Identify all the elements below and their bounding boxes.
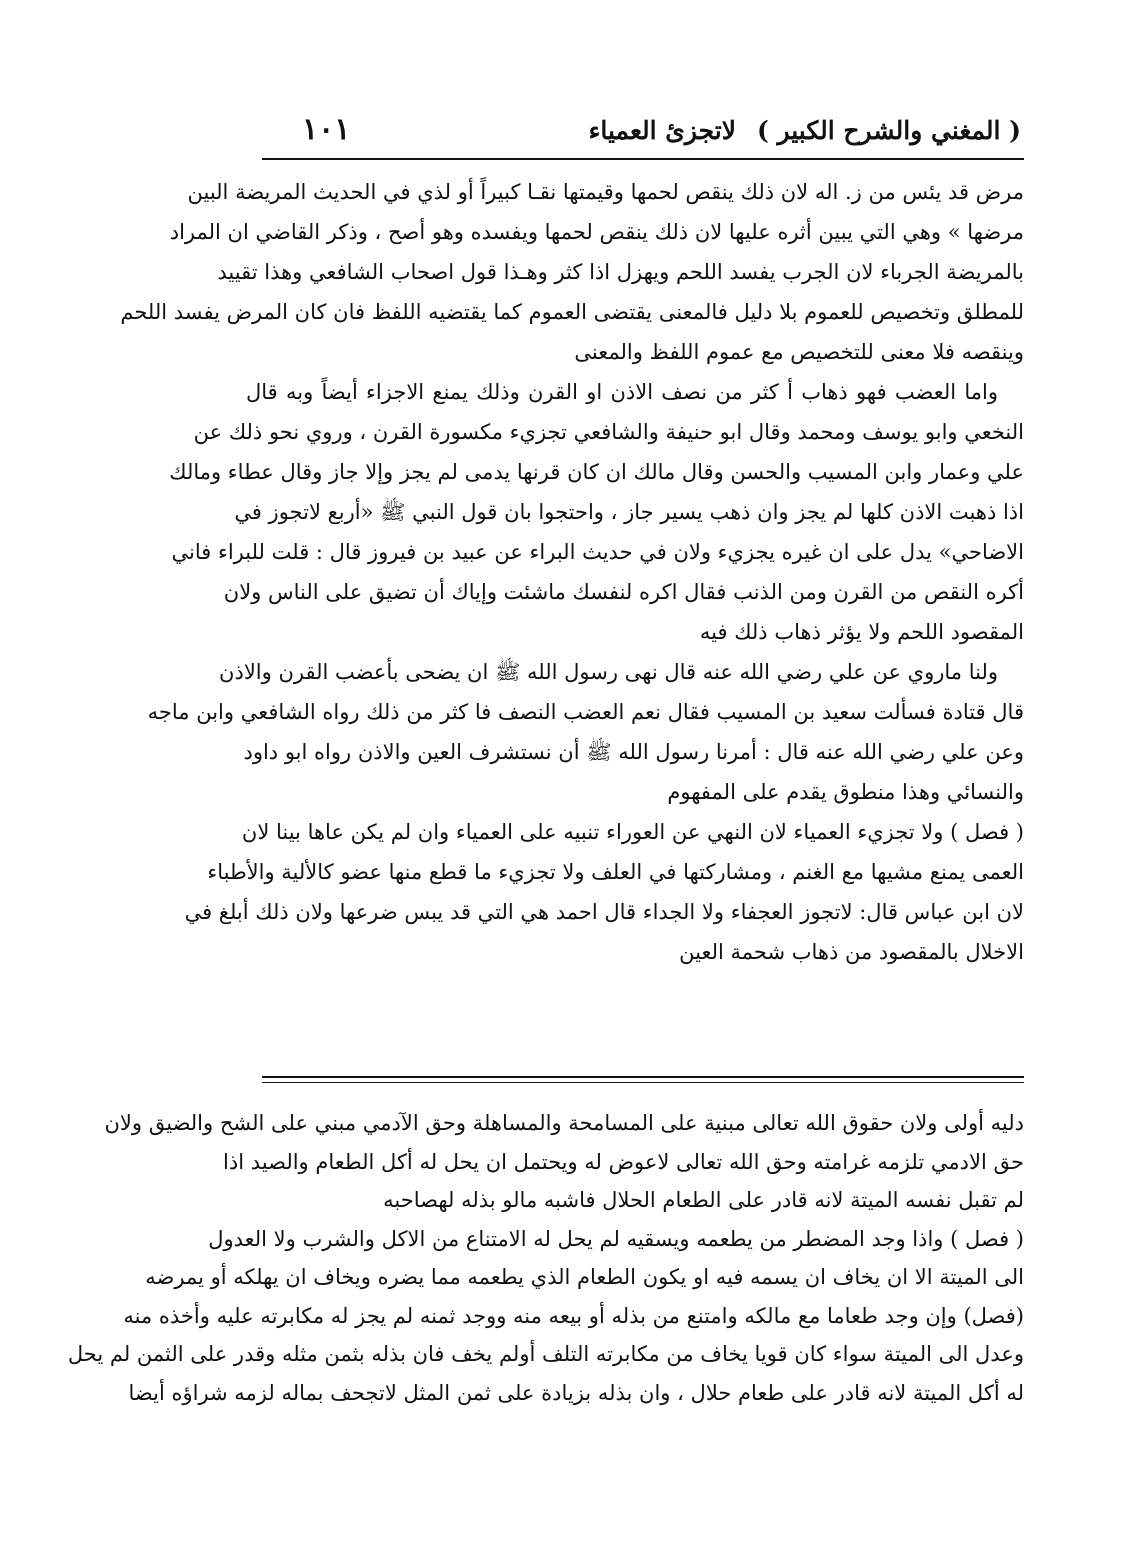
main-text [120, 172, 1024, 972]
section-title: لاتجزئ العمياء [588, 116, 736, 145]
footnote-line: لم تقبل نفسه الميتة لانه قادر على الطعام الحلال فاشبه مالو بذله لهصاحبه [383, 1188, 1024, 1212]
main-line: ( فصل ) ولا تجزيء العمياء لان النهي عن العوراء تنبيه على العمياء وان لم يكن عاها بينا لان [241, 820, 1024, 844]
main-line: مرضها » وهي التي يبين أثره عليها لان ذلك ينقص لحمها ويفسده وهو أصح ، وذكر القاضي ان المراد [169, 220, 1024, 244]
footnote-line: ( فصل ) واذا وجد المضطر من يطعمه ويسقيه لم يحل له الامتناع من الاكل والشرب ولا العدول [208, 1226, 1024, 1251]
main-line: الاخلال بالمقصود من ذهاب شحمة العين [679, 940, 1024, 964]
main-line: قال قتادة فسألت سعيد بن المسيب فقال نعم العضب النصف فا كثر من ذلك رواه الشافعي وابن ماجه [147, 700, 1024, 724]
page-number: ١٠١ [302, 112, 351, 147]
main-line: لان ابن عباس قال: لاتجوز العجفاء ولا الجداء قال احمد هي التي قد يبس ضرعها ولان ذلك أبلغ في [184, 900, 1024, 924]
main-line: وعن علي رضي الله عنه قال : أمرنا رسول الله ﷺ أن نستشرف العين والاذن رواه ابو داود [243, 740, 1024, 764]
running-title: ( المغني والشرح الكبير ) [756, 116, 1021, 145]
main-line: وينقصه فلا معنى للتخصيص مع عموم اللفظ والمعنى [574, 340, 1024, 364]
main-line: ولنا ماروي عن علي رضي الله عنه قال نهى رسول الله ﷺ ان يضحى بأعضب القرن والاذن [219, 660, 998, 684]
main-line: العمى يمنع مشيها مع الغنم ، ومشاركتها في العلف ولا تجزيء ما قطع منها عضو كالألية والأطباء [207, 860, 1024, 884]
footnote-line: (فصل) وإن وجد طعاما مع مالكه وامتنع من بذله أو بيعه منه ووجد ثمنه لم يجز له مكابرته عليه وأخذه منه [123, 1303, 1024, 1328]
main-line: النخعي وابو يوسف ومحمد وقال ابو حنيفة والشافعي تجزيء مكسورة القرن ، وروي نحو ذلك عن [193, 420, 1024, 444]
footnote-divider [262, 1076, 1024, 1083]
main-line: أكره النقص من القرن ومن الذنب فقال اكره لنفسك ماشئت وإياك أن تضيق على الناس ولان [223, 580, 1024, 604]
header-rule [262, 158, 1024, 160]
main-line: اذا ذهبت الاذن كلها لم يجز وان ذهب يسير جاز ، واحتجوا بان قول النبي ﷺ «أربع لاتجوز في [234, 500, 1024, 524]
main-line: الاضاحي» يدل على ان غيره يجزيء ولان في حديث البراء عن عبيد بن فيروز قال : قلت للبراء فاني [171, 540, 1024, 564]
main-line: والنسائي وهذا منطوق يقدم على المفهوم [667, 780, 1024, 804]
main-line: علي وعمار وابن المسيب والحسن وقال مالك ان كان قرنها يدمى لم يجز وإلا جاز وقال عطاء ومالك [169, 460, 1024, 484]
footnote-text [67, 1104, 1024, 1412]
footnote-line: حق الادمي تلزمه غرامته وحق الله تعالى لاعوض له ويحتمل ان يحل له أكل الطعام والصيد اذا [223, 1149, 1024, 1174]
main-line: المقصود اللحم ولا يؤثر ذهاب ذلك فيه [699, 620, 1024, 644]
footnote-line: الى الميتة الا ان يخاف ان يسمه فيه او يكون الطعام الذي يطعمه مما يضره ويخاف ان يهلكه أو يمرضه [145, 1265, 1024, 1289]
main-line: للمطلق وتخصيص للعموم بلا دليل فالمعنى يقتضى العموم كما يقتضيه اللفظ فان كان المرض يفسد اللحم [120, 300, 1024, 324]
main-line: بالمريضة الجرباء لان الجرب يفسد اللحم ويهزل اذا كثر وهـذا قول اصحاب الشافعي وهذا تقييد [217, 260, 1024, 284]
footnote-line: له أكل الميتة لانه قادر على طعام حلال ، وان بذله بزيادة على ثمن المثل لاتجحف بماله لزمه شراؤه أيضا [128, 1380, 1024, 1405]
main-line: مرض قد يئس من ز. اله لان ذلك ينقص لحمها وقيمتها نقـا كبيراً أو لذي في الحديث المريضة البين [187, 180, 1024, 204]
footnote-line: دليه أولى ولان حقوق الله تعالى مبنية على المسامحة والمساهلة وحق الآدمي مبني على الشح والضيق ولان [104, 1111, 1024, 1135]
main-line: واما العضب فهو ذهاب أ كثر من نصف الاذن او القرن وذلك يمنع الاجزاء أيضاً وبه قال [246, 380, 998, 404]
footnote-line: وعدل الى الميتة سواء كان قويا يخاف من مكابرته التلف أولم يخف فان بذله بثمن مثله وقدر على الثمن لم يحل [67, 1342, 1024, 1366]
page-header [262, 112, 1021, 158]
